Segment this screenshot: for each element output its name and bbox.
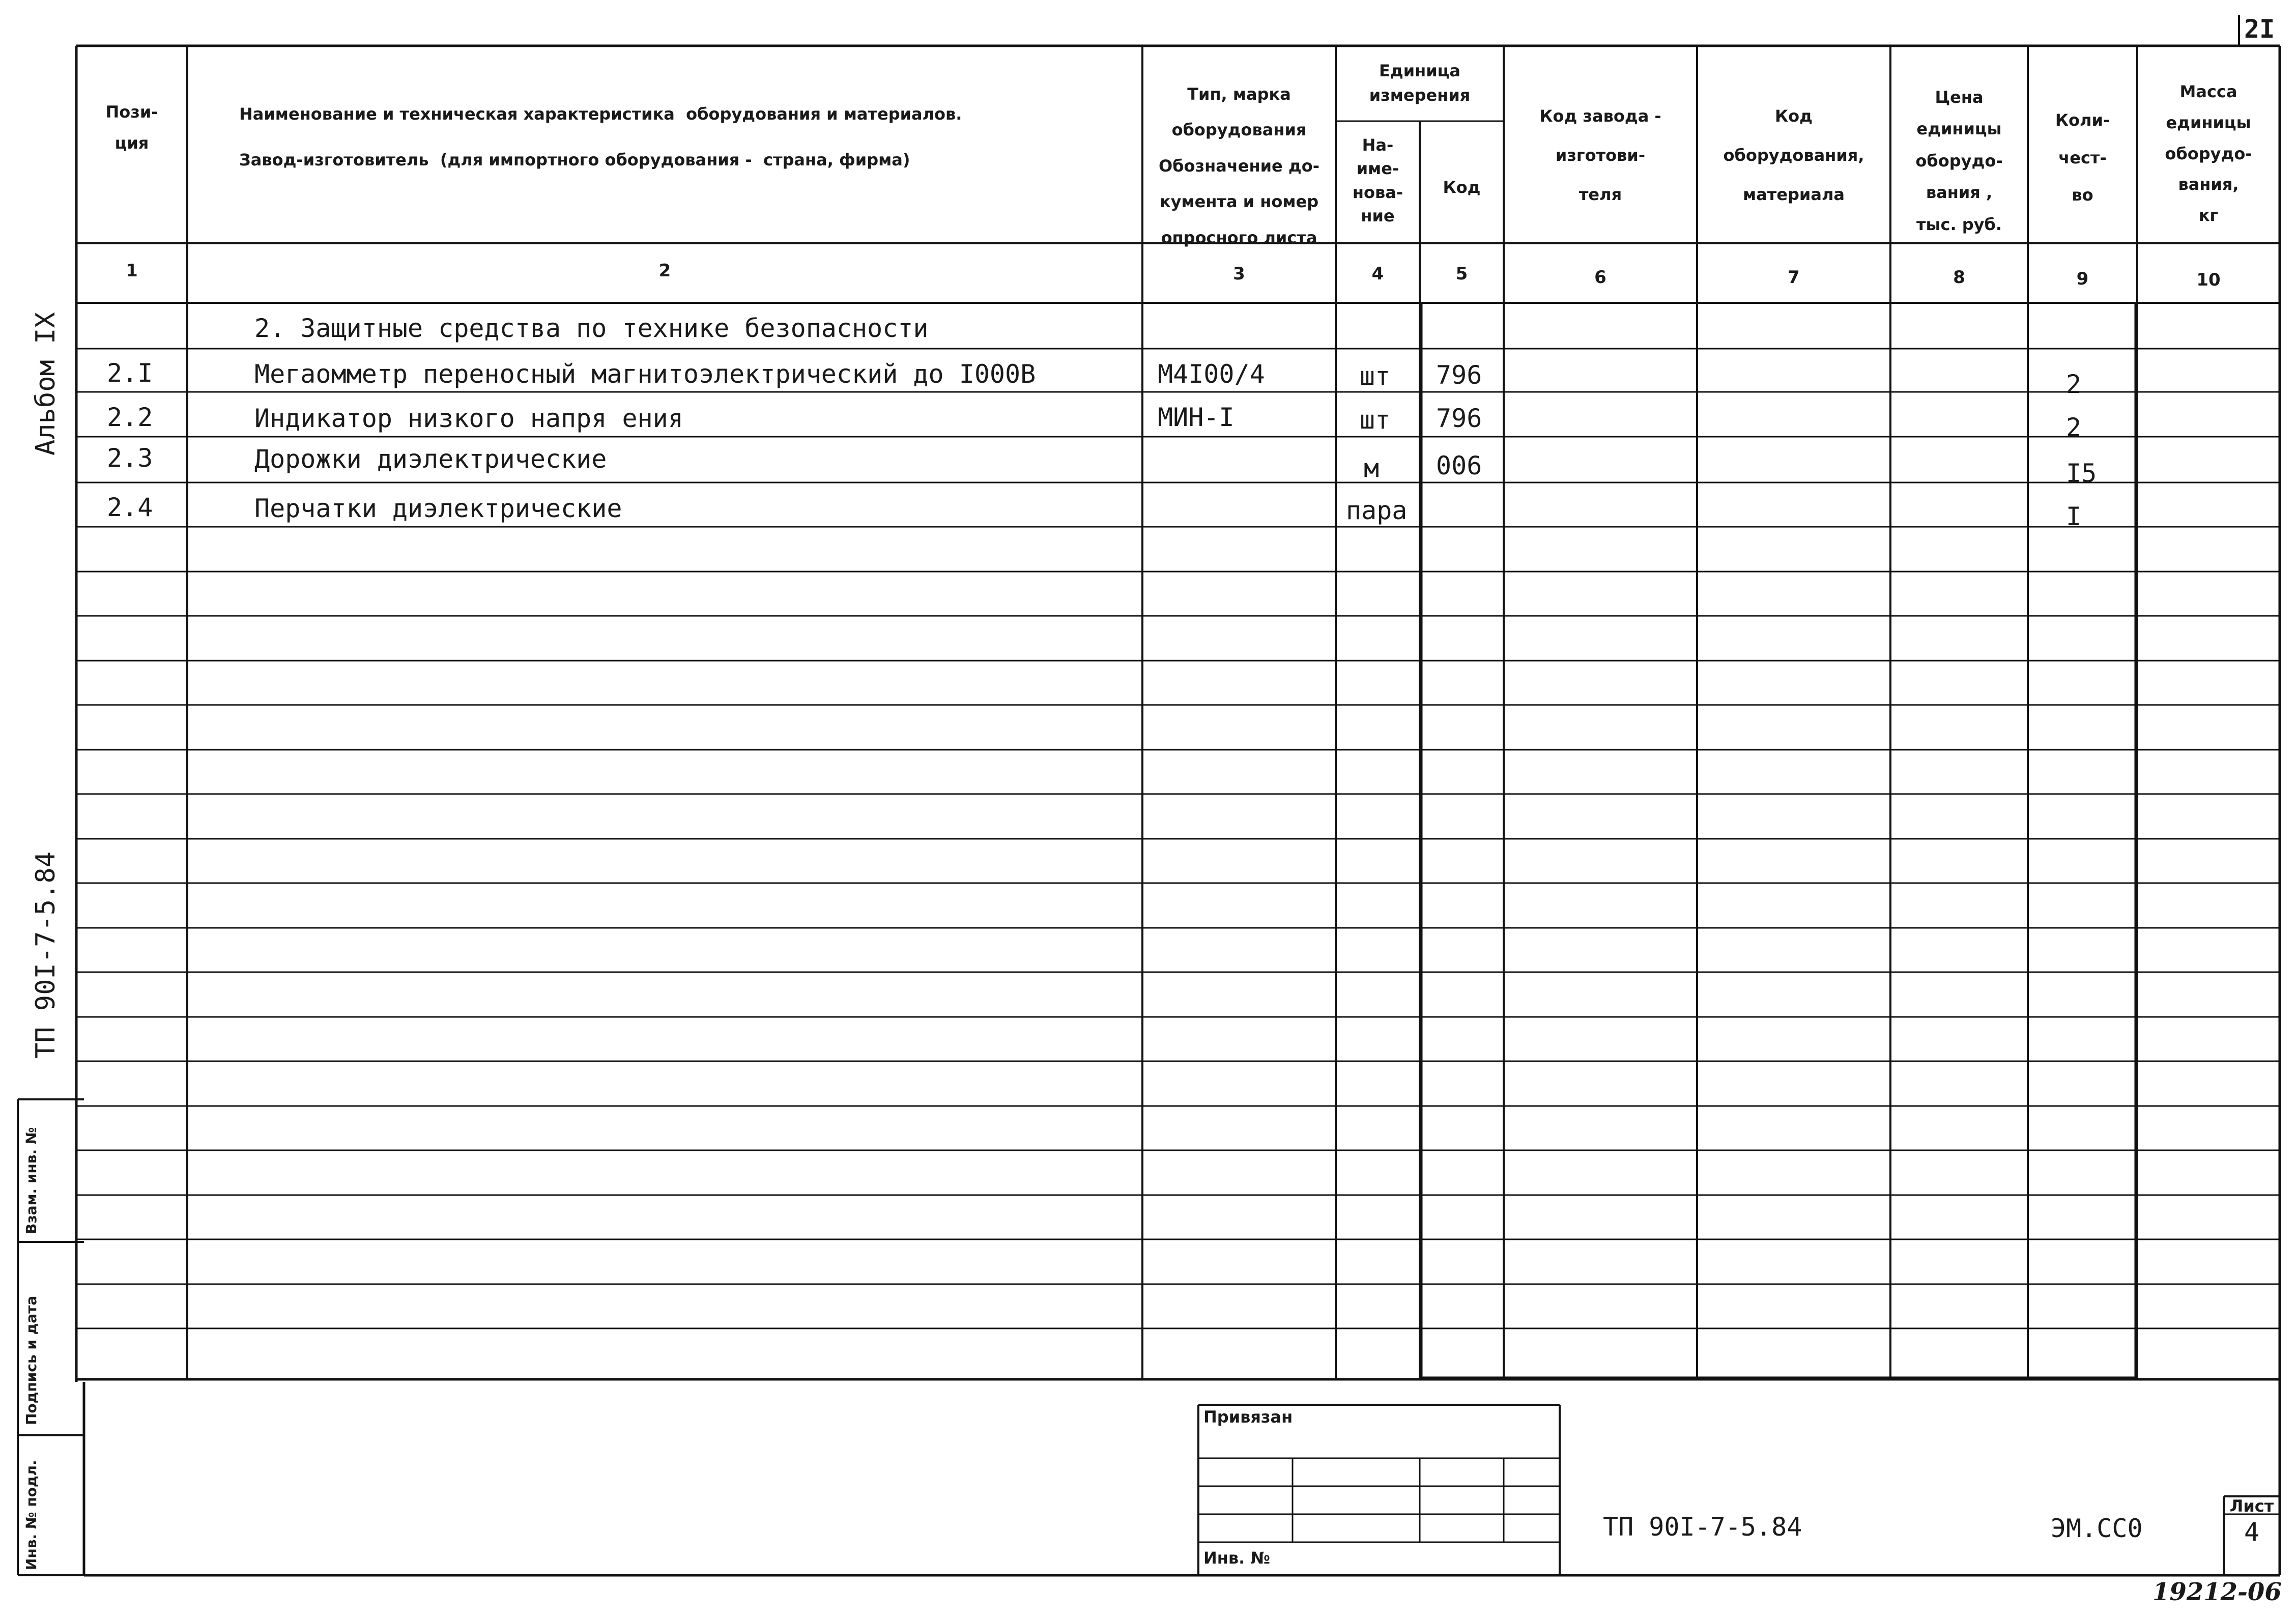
row-1-name: Мегаомметр переносный магнитоэлектрический до I000В [254, 359, 1036, 389]
header-unit-group: Единица измерения [1369, 61, 1471, 105]
header-col-4: На- име- нова- ние [1352, 135, 1403, 226]
col-number-6: 6 [1594, 267, 1606, 288]
header-col-5: Код [1443, 178, 1481, 197]
stamp-original-inv: Инв. № подл. [23, 1460, 40, 1570]
row-3-quantity: I5 [2066, 459, 2097, 488]
header-col-2: Наименование и техническая характеристика оборудования и материалов. Завод-изготовитель (для импортного оборудования - страна, фирма) [239, 104, 962, 169]
album-label: Альбом IX [31, 312, 61, 456]
stamp-replaced-inv: Взам. инв. № [23, 1127, 40, 1234]
row-1-quantity: 2 [2066, 370, 2082, 399]
col-number-10: 10 [2196, 270, 2221, 290]
row-4-name: Перчатки диэлектрические [254, 494, 622, 523]
header-col-7: Код оборудования, материала [1723, 106, 1864, 204]
archive-number: 19212-06 [2152, 1578, 2282, 1606]
header-col-10: Масса единицы оборудо- вания, кг [2165, 82, 2252, 225]
section-title: 2. Защитные средства по технике безопасности [254, 314, 929, 343]
header-col-8: Цена единицы оборудо- вания , тыс. руб. [1915, 88, 2003, 234]
row-4-unit: пара [1346, 496, 1408, 525]
sheet-number: 4 [2244, 1517, 2260, 1547]
col-number-8: 8 [1953, 267, 1965, 288]
stamp-signature-date: Подпись и дата [23, 1295, 40, 1425]
col-number-9: 9 [2076, 269, 2089, 289]
row-3-position: 2.3 [107, 443, 153, 473]
sheet-label: Лист [2229, 1496, 2274, 1516]
row-1-position: 2.I [107, 358, 153, 388]
bound-label: Привязан [1203, 1407, 1293, 1427]
col-number-5: 5 [1455, 264, 1468, 284]
header-col-1: Пози- ция [105, 102, 158, 153]
doc-code: ТП 90I-7-5.84 [1603, 1512, 1802, 1542]
row-2-name: Индикатор низкого напря ения [254, 404, 683, 433]
col-number-4: 4 [1371, 264, 1384, 284]
sheet-corner-number: 2I [2244, 14, 2275, 44]
row-1-type: М4I00/4 [1158, 359, 1265, 389]
row-2-type: МИН-I [1158, 403, 1235, 432]
col-number-7: 7 [1788, 267, 1800, 288]
row-4-quantity: I [2066, 502, 2082, 531]
col-number-3: 3 [1233, 264, 1245, 284]
project-code-vertical: ТП 90I-7-5.84 [31, 852, 61, 1059]
row-1-unit-code: 796 [1436, 360, 1482, 390]
doc-mark: ЭМ.СС0 [2051, 1514, 2143, 1543]
row-2-unit-code: 796 [1436, 404, 1482, 433]
row-3-unit: м [1364, 453, 1380, 483]
header-col-6: Код завода - изготови- теля [1539, 106, 1661, 204]
header-col-9: Коли- чест- во [2055, 110, 2110, 205]
inventory-label: Инв. № [1203, 1548, 1270, 1568]
row-1-unit: шт [1360, 361, 1391, 391]
row-3-unit-code: 006 [1436, 451, 1482, 480]
header-col-3: Тип, марка оборудования Обозначение до- кумента и номер опросного листа [1159, 84, 1319, 247]
row-4-position: 2.4 [107, 493, 153, 522]
col-number-2: 2 [658, 261, 671, 281]
row-2-position: 2.2 [107, 403, 153, 432]
row-2-unit: шт [1360, 405, 1391, 435]
row-3-name: Дорожки диэлектрические [254, 444, 607, 474]
row-2-quantity: 2 [2066, 413, 2082, 442]
col-number-1: 1 [126, 261, 138, 281]
